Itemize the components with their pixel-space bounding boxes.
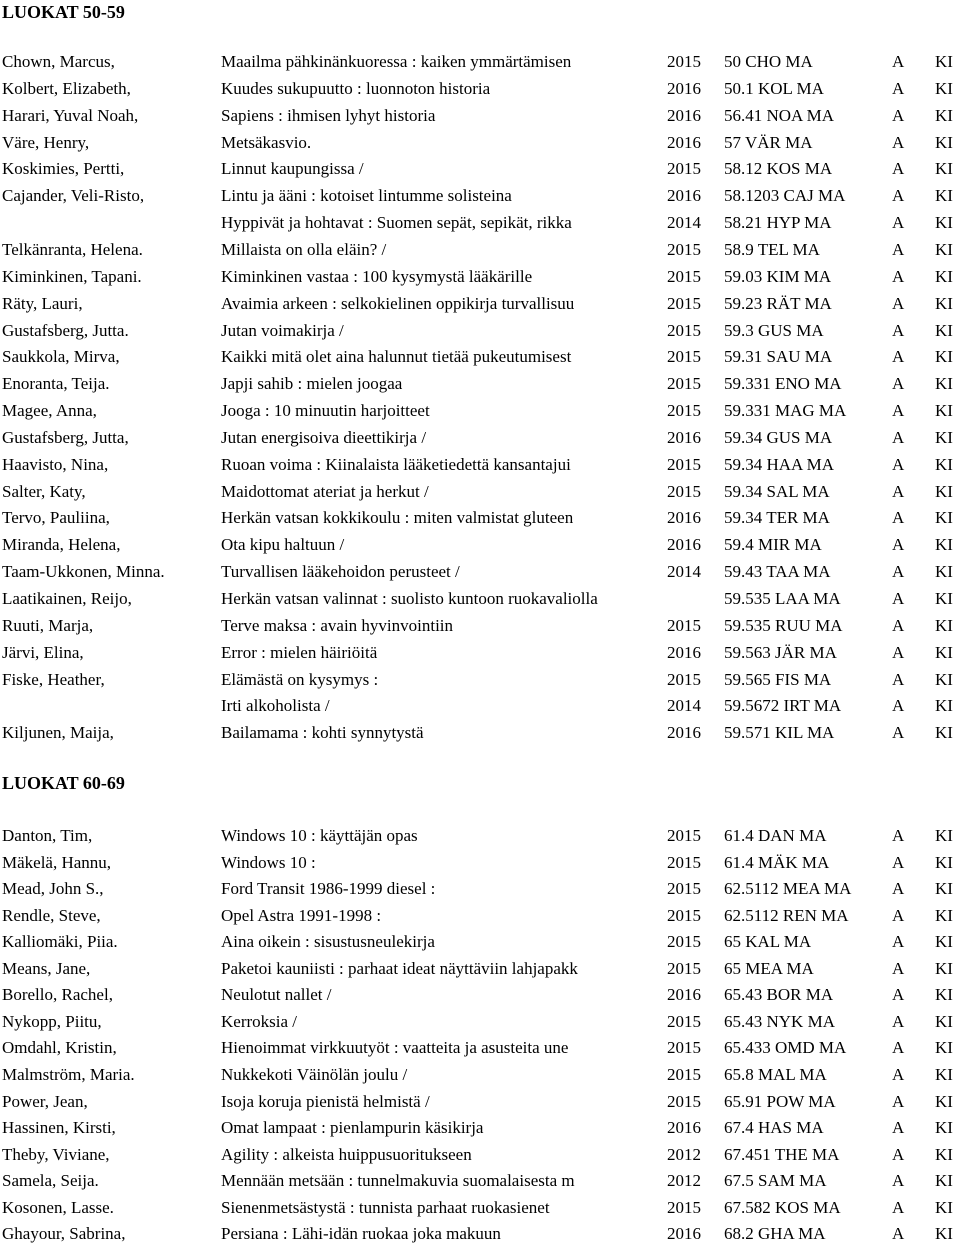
language-cell: KI: [935, 696, 953, 715]
location-cell: A: [892, 133, 905, 152]
year-cell: 2012: [667, 1171, 701, 1190]
title-cell: Hyppivät ja hohtavat : Suomen sepät, sepikät, rikka: [221, 213, 572, 232]
class-cell: 67.5 SAM MA: [724, 1171, 827, 1190]
class-cell: 59.3 GUS MA: [724, 321, 824, 340]
author-cell: Harari, Yuval Noah,: [2, 106, 139, 125]
table-row: [0, 1037, 960, 1063]
table-row: [0, 588, 960, 614]
author-cell: Kolbert, Elizabeth,: [2, 79, 131, 98]
title-cell: Kuudes sukupuutto : luonnoton historia: [221, 79, 491, 98]
language-cell: KI: [935, 562, 953, 581]
title-cell: Windows 10 :: [221, 853, 316, 872]
author-cell: Omdahl, Kristin,: [2, 1038, 117, 1057]
year-cell: 2015: [667, 1092, 701, 1111]
author-cell: Cajander, Veli-Risto,: [2, 186, 145, 205]
language-cell: KI: [935, 240, 953, 259]
location-cell: A: [892, 1171, 905, 1190]
title-cell: Windows 10 : käyttäjän opas: [221, 826, 418, 845]
location-cell: A: [892, 159, 905, 178]
class-cell: 50.1 KOL MA: [724, 79, 824, 98]
language-cell: KI: [935, 1198, 953, 1217]
title-cell: Millaista on olla eläin? /: [221, 240, 387, 259]
location-cell: A: [892, 267, 905, 286]
title-cell: Maidottomat ateriat ja herkut /: [221, 482, 429, 501]
class-cell: 59.31 SAU MA: [724, 347, 833, 366]
class-cell: 65.91 POW MA: [724, 1092, 836, 1111]
title-cell: Kerroksia /: [221, 1012, 298, 1031]
location-cell: A: [892, 616, 905, 635]
language-cell: KI: [935, 401, 953, 420]
class-cell: 61.4 DAN MA: [724, 826, 827, 845]
year-cell: 2016: [667, 106, 701, 125]
location-cell: A: [892, 508, 905, 527]
table-row: [0, 878, 960, 904]
table-row: [0, 481, 960, 507]
table-row: [0, 984, 960, 1010]
location-cell: A: [892, 428, 905, 447]
table-row: [0, 105, 960, 131]
table-row: [0, 852, 960, 878]
title-cell: Herkän vatsan valinnat : suolisto kuntoon ruokavaliolla: [221, 589, 598, 608]
table-row: [0, 1091, 960, 1117]
title-cell: Turvallisen lääkehoidon perusteet /: [221, 562, 460, 581]
title-cell: Irti alkoholista /: [221, 696, 330, 715]
language-cell: KI: [935, 1118, 953, 1137]
author-cell: Kiljunen, Maija,: [2, 723, 114, 742]
language-cell: KI: [935, 186, 953, 205]
language-cell: KI: [935, 267, 953, 286]
year-cell: 2015: [667, 455, 701, 474]
year-cell: 2016: [667, 723, 701, 742]
title-cell: Kiminkinen vastaa : 100 kysymystä lääkärille: [221, 267, 533, 286]
title-cell: Maailma pähkinänkuoressa : kaiken ymmärtämisen: [221, 52, 572, 71]
author-cell: Theby, Viviane,: [2, 1145, 110, 1164]
year-cell: 2015: [667, 1065, 701, 1084]
year-cell: 2016: [667, 985, 701, 1004]
author-cell: Haavisto, Nina,: [2, 455, 109, 474]
language-cell: KI: [935, 79, 953, 98]
table-row: [0, 1144, 960, 1170]
year-cell: 2015: [667, 374, 701, 393]
language-cell: KI: [935, 374, 953, 393]
table-row: [0, 561, 960, 587]
location-cell: A: [892, 1118, 905, 1137]
class-cell: 57 VÄR MA: [724, 133, 813, 152]
year-cell: 2015: [667, 240, 701, 259]
location-cell: A: [892, 374, 905, 393]
class-cell: 59.331 ENO MA: [724, 374, 842, 393]
author-cell: Mäkelä, Hannu,: [2, 853, 112, 872]
author-cell: Magee, Anna,: [2, 401, 97, 420]
author-cell: Gustafsberg, Jutta.: [2, 321, 129, 340]
location-cell: A: [892, 1198, 905, 1217]
class-cell: 56.41 NOA MA: [724, 106, 835, 125]
class-cell: 58.12 KOS MA: [724, 159, 833, 178]
title-cell: Omat lampaat : pienlampurin käsikirja: [221, 1118, 484, 1137]
year-cell: 2015: [667, 826, 701, 845]
title-cell: Isoja koruja pienistä helmistä /: [221, 1092, 430, 1111]
class-cell: 59.34 GUS MA: [724, 428, 833, 447]
location-cell: A: [892, 482, 905, 501]
language-cell: KI: [935, 879, 953, 898]
language-cell: KI: [935, 723, 953, 742]
language-cell: KI: [935, 906, 953, 925]
author-cell: Mead, John S.,: [2, 879, 104, 898]
location-cell: A: [892, 562, 905, 581]
table-row: [0, 669, 960, 695]
location-cell: A: [892, 347, 905, 366]
table-row: [0, 958, 960, 984]
class-cell: 59.331 MAG MA: [724, 401, 847, 420]
class-cell: 50 CHO MA: [724, 52, 813, 71]
language-cell: KI: [935, 347, 953, 366]
table-row: [0, 905, 960, 931]
title-cell: Ruoan voima : Kiinalaista lääketiedettä kansantajui: [221, 455, 571, 474]
location-cell: A: [892, 1012, 905, 1031]
author-cell: Hassinen, Kirsti,: [2, 1118, 116, 1137]
year-cell: 2015: [667, 294, 701, 313]
table-row: [0, 1011, 960, 1037]
author-cell: Koskimies, Pertti,: [2, 159, 125, 178]
class-cell: 59.535 LAA MA: [724, 589, 841, 608]
language-cell: KI: [935, 1012, 953, 1031]
class-cell: 58.1203 CAJ MA: [724, 186, 846, 205]
language-cell: KI: [935, 1224, 953, 1243]
language-cell: KI: [935, 52, 953, 71]
table-row: [0, 132, 960, 158]
language-cell: KI: [935, 643, 953, 662]
location-cell: A: [892, 985, 905, 1004]
author-cell: Malmström, Maria.: [2, 1065, 135, 1084]
year-cell: 2015: [667, 1038, 701, 1057]
title-cell: Metsäkasvio.: [221, 133, 312, 152]
language-cell: KI: [935, 616, 953, 635]
year-cell: 2016: [667, 535, 701, 554]
location-cell: A: [892, 879, 905, 898]
table-row: [0, 1064, 960, 1090]
title-cell: Herkän vatsan kokkikoulu : miten valmistat gluteen: [221, 508, 574, 527]
table-row: [0, 1117, 960, 1143]
section-heading: LUOKAT 50-59: [2, 2, 125, 22]
class-cell: 59.34 HAA MA: [724, 455, 835, 474]
title-cell: Ford Transit 1986-1999 diesel :: [221, 879, 436, 898]
location-cell: A: [892, 826, 905, 845]
table-row: [0, 185, 960, 211]
table-row: [0, 1223, 960, 1249]
year-cell: 2015: [667, 959, 701, 978]
title-cell: Avaimia arkeen : selkokielinen oppikirja turvallisuu: [221, 294, 575, 313]
class-cell: 59.43 TAA MA: [724, 562, 831, 581]
location-cell: A: [892, 401, 905, 420]
class-cell: 67.451 THE MA: [724, 1145, 840, 1164]
title-cell: Hienoimmat virkkuutyöt : vaatteita ja asusteita une: [221, 1038, 569, 1057]
location-cell: A: [892, 321, 905, 340]
title-cell: Bailamama : kohti synnytystä: [221, 723, 424, 742]
title-cell: Neulotut nallet /: [221, 985, 332, 1004]
title-cell: Persiana : Lähi-idän ruokaa joka makuun: [221, 1224, 501, 1243]
title-cell: Kaikki mitä olet aina halunnut tietää pukeutumisest: [221, 347, 572, 366]
table-row: [0, 1170, 960, 1196]
table-row: [0, 293, 960, 319]
class-cell: 65.43 BOR MA: [724, 985, 834, 1004]
year-cell: 2014: [667, 213, 701, 232]
class-cell: 65.433 OMD MA: [724, 1038, 847, 1057]
table-row: [0, 454, 960, 480]
location-cell: A: [892, 696, 905, 715]
table-row: [0, 722, 960, 748]
language-cell: KI: [935, 321, 953, 340]
class-cell: 61.4 MÄK MA: [724, 853, 830, 872]
title-cell: Aina oikein : sisustusneulekirja: [221, 932, 435, 951]
location-cell: A: [892, 106, 905, 125]
author-cell: Nykopp, Piitu,: [2, 1012, 102, 1031]
year-cell: 2015: [667, 853, 701, 872]
table-row: [0, 373, 960, 399]
class-cell: 62.5112 REN MA: [724, 906, 849, 925]
table-row: [0, 427, 960, 453]
class-cell: 65 KAL MA: [724, 932, 812, 951]
author-cell: Kalliomäki, Piia.: [2, 932, 118, 951]
author-cell: Telkänranta, Helena.: [2, 240, 143, 259]
location-cell: A: [892, 1145, 905, 1164]
class-cell: 59.03 KIM MA: [724, 267, 832, 286]
title-cell: Japji sahib : mielen joogaa: [221, 374, 403, 393]
location-cell: A: [892, 643, 905, 662]
title-cell: Mennään metsään : tunnelmakuvia suomalaisesta m: [221, 1171, 575, 1190]
year-cell: 2016: [667, 1118, 701, 1137]
location-cell: A: [892, 455, 905, 474]
year-cell: 2015: [667, 321, 701, 340]
title-cell: Jutan energisoiva dieettikirja /: [221, 428, 427, 447]
class-cell: 59.571 KIL MA: [724, 723, 835, 742]
language-cell: KI: [935, 294, 953, 313]
table-row: [0, 825, 960, 851]
table-row: [0, 931, 960, 957]
author-cell: Gustafsberg, Jutta,: [2, 428, 129, 447]
author-cell: Means, Jane,: [2, 959, 91, 978]
year-cell: 2015: [667, 932, 701, 951]
language-cell: KI: [935, 670, 953, 689]
language-cell: KI: [935, 932, 953, 951]
title-cell: Jooga : 10 minuutin harjoitteet: [221, 401, 430, 420]
language-cell: KI: [935, 1145, 953, 1164]
language-cell: KI: [935, 428, 953, 447]
location-cell: A: [892, 213, 905, 232]
language-cell: KI: [935, 1171, 953, 1190]
author-cell: Ghayour, Sabrina,: [2, 1224, 126, 1243]
class-cell: 59.23 RÄT MA: [724, 294, 832, 313]
location-cell: A: [892, 1065, 905, 1084]
year-cell: 2015: [667, 52, 701, 71]
author-cell: Borello, Rachel,: [2, 985, 113, 1004]
year-cell: 2015: [667, 347, 701, 366]
class-cell: 67.582 KOS MA: [724, 1198, 841, 1217]
year-cell: 2016: [667, 1224, 701, 1243]
location-cell: A: [892, 535, 905, 554]
year-cell: 2016: [667, 428, 701, 447]
table-row: [0, 507, 960, 533]
title-cell: Sapiens : ihmisen lyhyt historia: [221, 106, 436, 125]
year-cell: 2016: [667, 643, 701, 662]
location-cell: A: [892, 1092, 905, 1111]
language-cell: KI: [935, 482, 953, 501]
language-cell: KI: [935, 213, 953, 232]
location-cell: A: [892, 959, 905, 978]
table-row: [0, 615, 960, 641]
author-cell: Saukkola, Mirva,: [2, 347, 120, 366]
class-cell: 59.4 MIR MA: [724, 535, 822, 554]
location-cell: A: [892, 670, 905, 689]
table-row: [0, 320, 960, 346]
year-cell: 2015: [667, 1012, 701, 1031]
table-row: [0, 1197, 960, 1223]
location-cell: A: [892, 853, 905, 872]
title-cell: Error : mielen häiriöitä: [221, 643, 378, 662]
language-cell: KI: [935, 535, 953, 554]
location-cell: A: [892, 240, 905, 259]
table-row: [0, 266, 960, 292]
location-cell: A: [892, 932, 905, 951]
class-cell: 65 MEA MA: [724, 959, 814, 978]
author-cell: Rendle, Steve,: [2, 906, 101, 925]
language-cell: KI: [935, 1092, 953, 1111]
table-row: [0, 534, 960, 560]
class-cell: 59.34 TER MA: [724, 508, 830, 527]
author-cell: Väre, Henry,: [2, 133, 90, 152]
title-cell: Opel Astra 1991-1998 :: [221, 906, 382, 925]
author-cell: Kosonen, Lasse.: [2, 1198, 114, 1217]
year-cell: 2015: [667, 482, 701, 501]
language-cell: KI: [935, 1065, 953, 1084]
author-cell: Salter, Katy,: [2, 482, 86, 501]
section-heading: LUOKAT 60-69: [2, 773, 125, 793]
language-cell: KI: [935, 455, 953, 474]
title-cell: Nukkekoti Väinölän joulu /: [221, 1065, 408, 1084]
location-cell: A: [892, 1038, 905, 1057]
class-cell: 62.5112 MEA MA: [724, 879, 852, 898]
class-cell: 68.2 GHA MA: [724, 1224, 826, 1243]
author-cell: Enoranta, Teija.: [2, 374, 110, 393]
year-cell: 2016: [667, 133, 701, 152]
table-row: [0, 158, 960, 184]
language-cell: KI: [935, 159, 953, 178]
language-cell: KI: [935, 985, 953, 1004]
table-row: [0, 400, 960, 426]
author-cell: Järvi, Elina,: [2, 643, 84, 662]
language-cell: KI: [935, 826, 953, 845]
location-cell: A: [892, 294, 905, 313]
year-cell: 2015: [667, 401, 701, 420]
language-cell: KI: [935, 853, 953, 872]
class-cell: 59.563 JÄR MA: [724, 643, 837, 662]
table-row: [0, 51, 960, 77]
class-cell: 59.5672 IRT MA: [724, 696, 842, 715]
class-cell: 59.34 SAL MA: [724, 482, 830, 501]
title-cell: Jutan voimakirja /: [221, 321, 344, 340]
location-cell: A: [892, 589, 905, 608]
table-row: [0, 239, 960, 265]
table-row: [0, 346, 960, 372]
author-cell: Räty, Lauri,: [2, 294, 83, 313]
author-cell: Fiske, Heather,: [2, 670, 105, 689]
year-cell: 2015: [667, 267, 701, 286]
title-cell: Sienenmetsästystä : tunnista parhaat ruokasienet: [221, 1198, 550, 1217]
year-cell: 2015: [667, 879, 701, 898]
year-cell: 2015: [667, 1198, 701, 1217]
title-cell: Terve maksa : avain hyvinvointiin: [221, 616, 454, 635]
author-cell: Kiminkinen, Tapani.: [2, 267, 142, 286]
class-cell: 67.4 HAS MA: [724, 1118, 824, 1137]
table-row: [0, 695, 960, 721]
class-cell: 65.43 NYK MA: [724, 1012, 835, 1031]
table-row: [0, 642, 960, 668]
year-cell: 2016: [667, 79, 701, 98]
title-cell: Linnut kaupungissa /: [221, 159, 364, 178]
class-cell: 58.21 HYP MA: [724, 213, 832, 232]
author-cell: Danton, Tim,: [2, 826, 93, 845]
location-cell: A: [892, 1224, 905, 1243]
language-cell: KI: [935, 589, 953, 608]
class-cell: 59.565 FIS MA: [724, 670, 832, 689]
location-cell: A: [892, 52, 905, 71]
location-cell: A: [892, 723, 905, 742]
class-cell: 59.535 RUU MA: [724, 616, 843, 635]
language-cell: KI: [935, 133, 953, 152]
class-cell: 65.8 MAL MA: [724, 1065, 827, 1084]
author-cell: Taam-Ukkonen, Minna.: [2, 562, 165, 581]
title-cell: Ota kipu haltuun /: [221, 535, 345, 554]
title-cell: Lintu ja ääni : kotoiset lintumme solisteina: [221, 186, 512, 205]
year-cell: 2015: [667, 906, 701, 925]
table-row: [0, 78, 960, 104]
year-cell: 2016: [667, 508, 701, 527]
author-cell: Samela, Seija.: [2, 1171, 99, 1190]
author-cell: Laatikainen, Reijo,: [2, 589, 132, 608]
year-cell: 2015: [667, 616, 701, 635]
table-row: [0, 212, 960, 238]
language-cell: KI: [935, 508, 953, 527]
year-cell: 2014: [667, 696, 701, 715]
title-cell: Elämästä on kysymys :: [221, 670, 379, 689]
author-cell: Chown, Marcus,: [2, 52, 115, 71]
year-cell: 2014: [667, 562, 701, 581]
author-cell: Ruuti, Marja,: [2, 616, 94, 635]
location-cell: A: [892, 79, 905, 98]
location-cell: A: [892, 186, 905, 205]
year-cell: 2012: [667, 1145, 701, 1164]
year-cell: 2016: [667, 186, 701, 205]
title-cell: Paketoi kauniisti : parhaat ideat näyttäviin lahjapakk: [221, 959, 578, 978]
author-cell: Power, Jean,: [2, 1092, 88, 1111]
year-cell: 2015: [667, 159, 701, 178]
year-cell: 2015: [667, 670, 701, 689]
title-cell: Agility : alkeista huippusuoritukseen: [221, 1145, 472, 1164]
language-cell: KI: [935, 1038, 953, 1057]
location-cell: A: [892, 906, 905, 925]
author-cell: Miranda, Helena,: [2, 535, 121, 554]
class-cell: 58.9 TEL MA: [724, 240, 820, 259]
language-cell: KI: [935, 106, 953, 125]
author-cell: Tervo, Pauliina,: [2, 508, 110, 527]
language-cell: KI: [935, 959, 953, 978]
